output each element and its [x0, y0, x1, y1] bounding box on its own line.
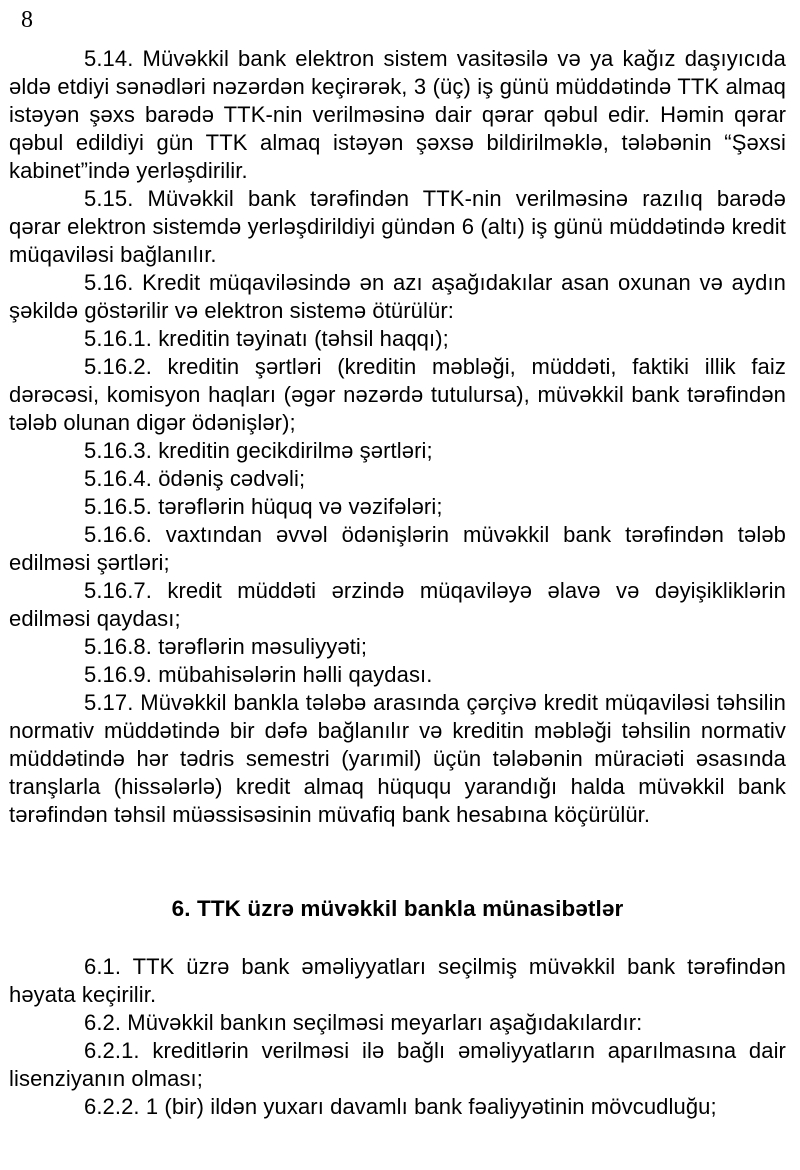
paragraph-5-16-4: 5.16.4. ödəniş cədvəli; [84, 466, 306, 491]
paragraph-5-16-8: 5.16.8. tərəflərin məsuliyyəti; [84, 634, 368, 659]
paragraph-5-16-3: 5.16.3. kreditin gecikdirilmə şərtləri; [84, 438, 433, 463]
paragraph-5-16: 5.16. Kredit müqaviləsində ən azı aşağıdakılar asan oxunan və aydın şəkildə göstərilir və elektron sistemə ötürülür: [9, 270, 786, 323]
paragraph-5-16-5: 5.16.5. tərəflərin hüquq və vəzifələri; [84, 494, 443, 519]
paragraph-6-2-1: 6.2.1. kreditlərin verilməsi ilə bağlı əməliyyatların aparılmasına dair lisenziyanın olması; [9, 1038, 786, 1091]
paragraph-6-2-2: 6.2.2. 1 (bir) ildən yuxarı davamlı bank fəaliyyətinin mövcudluğu; [84, 1094, 717, 1119]
paragraph-5-17: 5.17. Müvəkkil bankla tələbə arasında çərçivə kredit müqaviləsi təhsilin normativ müddətində bir dəfə bağlanılır və kreditin məbləği təhsilin normativ müddətində hər tədris semestri (yarımil) üçün tələbənin müraciəti əsasında tranşlarla (hissələrlə) kredit almaq hüququ yarandığı halda müvəkkil bank tərəfindən təhsil müəssisəsinin müvafiq bank hesabına köçürülür. [9, 690, 786, 827]
paragraph-5-16-1: 5.16.1. kreditin təyinatı (təhsil haqqı); [84, 326, 449, 351]
paragraph-5-16-6: 5.16.6. vaxtından əvvəl ödənişlərin müvəkkil bank tərəfindən tələb edilməsi şərtləri; [9, 522, 786, 575]
document-content [9, 45, 786, 1121]
paragraph-5-15: 5.15. Müvəkkil bank tərəfindən TTK-nin verilməsinə razılıq barədə qərar elektron sistemdə yerləşdirildiyi gündən 6 (altı) iş günü müddətində kredit müqaviləsi bağlanılır. [9, 186, 786, 267]
paragraph-5-16-9: 5.16.9. mübahisələrin həlli qaydası. [84, 662, 433, 687]
page-number: 8 [21, 7, 33, 33]
paragraph-6-1: 6.1. TTK üzrə bank əməliyyatları seçilmiş müvəkkil bank tərəfindən həyata keçirilir. [9, 954, 786, 1007]
paragraph-5-14: 5.14. Müvəkkil bank elektron sistem vasitəsilə və ya kağız daşıyıcıda əldə etdiyi sənədləri nəzərdən keçirərək, 3 (üç) iş günü müddətində TTK almaq istəyən şəxs barədə TTK-nin verilməsinə dair qərar qəbul edir. Həmin qərar qəbul edildiyi gün TTK almaq istəyən şəxsə bildirilməklə, tələbənin “Şəxsi kabinet”ində yerləşdirilir. [9, 46, 786, 183]
section-6-heading: 6. TTK üzrə müvəkkil bankla münasibətlər [171, 896, 624, 921]
paragraph-5-16-7: 5.16.7. kredit müddəti ərzində müqaviləyə əlavə və dəyişikliklərin edilməsi qaydası; [9, 578, 786, 631]
paragraph-5-16-2: 5.16.2. kreditin şərtləri (kreditin məbləği, müddəti, faktiki illik faiz dərəcəsi, komisyon haqları (əgər nəzərdə tutulursa), müvəkkil bank tərəfindən tələb olunan digər ödənişlər); [9, 354, 786, 435]
paragraph-6-2: 6.2. Müvəkkil bankın seçilməsi meyarları aşağıdakılardır: [84, 1010, 643, 1035]
